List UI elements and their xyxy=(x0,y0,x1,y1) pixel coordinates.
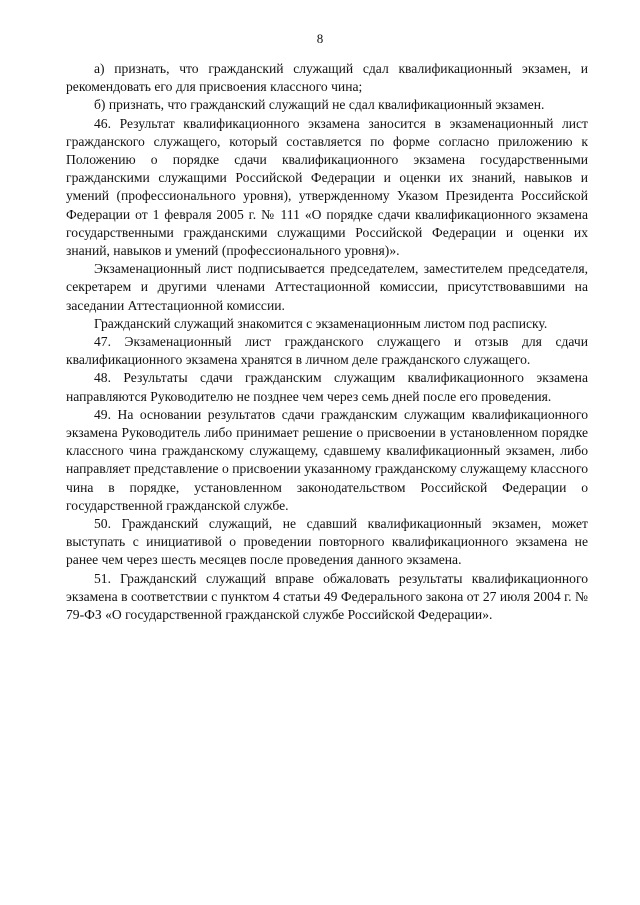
paragraph-46-acknowledgement: Гражданский служащий знакомится с экзаменационным листом под расписку. xyxy=(94,315,548,331)
paragraph-50: 50. Гражданский служащий, не сдавший квалификационный экзамен, может выступать с инициативой о проведении повторного квалификационного экзамена не ранее чем через шесть месяцев после проведения данного экзамена. xyxy=(66,516,588,568)
paragraph-item-b: б) признать, что гражданский служащий не сдал квалификационный экзамен. xyxy=(94,97,545,113)
paragraph-46-signing: Экзаменационный лист подписывается председателем, заместителем председателя, секретарем и другими членами Аттестационной комиссии, присутствовавшими на заседании Аттестационной комиссии. xyxy=(66,261,588,313)
page-number: 8 xyxy=(316,31,324,46)
paragraph-51: 51. Гражданский служащий вправе обжаловать результаты квалификационного экзамена в соответствии с пунктом 4 статьи 49 Федерального закона от 27 июля 2004 г. № 79-ФЗ «О государственной гражданской службе Российской Федерации». xyxy=(66,570,588,623)
paragraph-46: 46. Результат квалификационного экзамена заносится в экзаменационный лист гражданского служащего, который составляется по форме согласно приложению к Положению о порядке сдачи квалификационного экзамена государственными гражданскими служащими Российской Федерации и оценки их знаний, навыков и умений (профессионального уровня), утвержденному Указом Президента Российской Федерации от 1 февраля 2005 г. № 111 «О порядке сдачи квалификационного экзамена государственными гражданскими служащими Российской Федерации и оценки их знаний, навыков и умений (профессионального уровня)». xyxy=(66,115,588,259)
paragraph-48: 48. Результаты сдачи гражданским служащим квалификационного экзамена направляются Руководителю не позднее чем через семь дней после его проведения. xyxy=(66,370,588,404)
paragraph-item-a: а) признать, что гражданский служащий сдал квалификационный экзамен, и рекомендовать его для присвоения классного чина; xyxy=(66,61,588,95)
paragraph-47: 47. Экзаменационный лист гражданского служащего и отзыв для сдачи квалификационного экзамена хранятся в личном деле гражданского служащего. xyxy=(66,334,588,368)
document-body xyxy=(66,60,588,624)
paragraph-49: 49. На основании результатов сдачи гражданским служащим квалификационного экзамена Руководитель либо принимает решение о присвоении в установленном порядке классного чина гражданскому служащему, сдавшему квалификационный экзамен, либо направляет представление о присвоении указанному гражданскому служащему классного чина в порядке, установленном законодательством Российской Федерации о государственной гражданской службе. xyxy=(66,406,588,513)
